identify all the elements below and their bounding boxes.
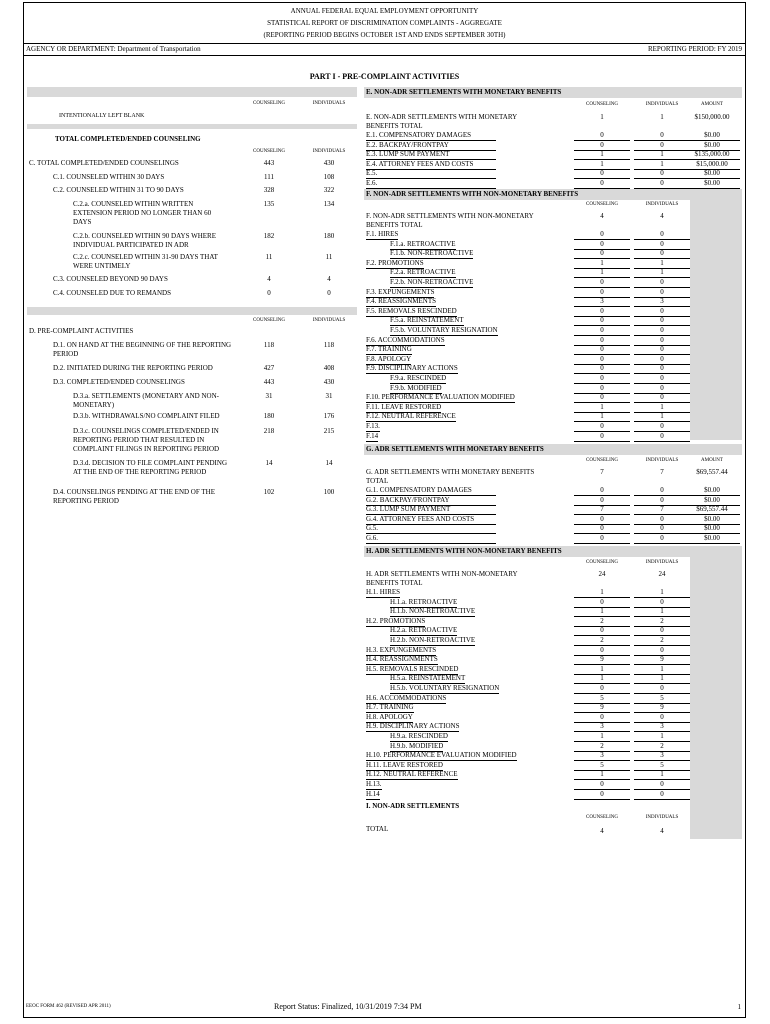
g-row-individuals: 0 — [634, 534, 690, 544]
g-total-individuals: 7 — [660, 468, 664, 476]
h-row-label: H.10. PERFORMANCE EVALUATION MODIFIED — [366, 751, 517, 760]
f-row-individuals: 1 — [634, 268, 690, 278]
e-row-label: E.4. ATTORNEY FEES AND COSTS — [366, 160, 496, 170]
f-row-label: F.9.a. RESCINDED — [390, 374, 447, 382]
c-row-label: C.2.a. COUNSELED WITHIN WRITTEN EXTENSION PERIOD NO LONGER THAN 60 DAYS — [73, 200, 212, 226]
g-row-amount: $0.00 — [684, 534, 740, 544]
f-row-individuals: 1 — [634, 412, 690, 422]
h-row-counseling: 0 — [574, 598, 630, 608]
d-row-counseling: 118 — [263, 341, 275, 349]
f-row-counseling: 0 — [574, 316, 630, 326]
header-line-2: STATISTICAL REPORT OF DISCRIMINATION COMPLAINTS - AGGREGATE — [267, 19, 502, 27]
e-row-individuals: 1 — [634, 160, 690, 170]
col-header-counseling: COUNSELING — [586, 815, 618, 820]
d-row-label: D.3.a. SETTLEMENTS (MONETARY AND NON-MONETARY) — [73, 392, 219, 409]
h-row-label: H.9. DISCIPLINARY ACTIONS — [366, 722, 460, 731]
h-row-counseling: 3 — [574, 722, 630, 732]
d-row-label: D.3.c. COUNSELINGS COMPLETED/ENDED IN REPORTING PERIOD THAT RESULTED IN COMPLAINT FILINGS IN REPORTING PERIOD — [73, 427, 220, 453]
f-row-label: F.5. REMOVALS RESCINDED — [366, 306, 457, 315]
h-row-label: H.6. ACCOMMODATIONS — [366, 693, 447, 702]
g-row-label: G.4. ATTORNEY FEES AND COSTS — [366, 515, 496, 525]
report-status: Report Status: Finalized, 10/31/2019 7:34 PM — [274, 1002, 422, 1011]
col-header-individuals: INDIVIDUALS — [645, 560, 679, 565]
f-row-individuals: 0 — [634, 336, 690, 346]
f-row-individuals: 3 — [634, 297, 690, 307]
c-row-individuals: 11 — [325, 253, 333, 261]
f-row-counseling: 1 — [574, 268, 630, 278]
g-row-counseling: 0 — [574, 515, 630, 525]
e-row-counseling: 0 — [574, 169, 630, 179]
e-title: E. NON-ADR SETTLEMENTS WITH MONETARY BENEFITS — [366, 88, 562, 96]
f-row-counseling: 0 — [574, 432, 630, 442]
d-row-individuals: 14 — [325, 459, 333, 467]
f-row-label: F.9.b. MODIFIED — [390, 383, 442, 392]
f-row-individuals: 0 — [634, 422, 690, 432]
report-frame — [23, 2, 746, 1018]
d-row-counseling: 427 — [263, 364, 275, 372]
e-row-label: E.3. LUMP SUM PAYMENT — [366, 150, 496, 160]
shade-bar — [27, 87, 357, 97]
f-row-individuals: 0 — [634, 249, 690, 259]
f-row-individuals: 0 — [634, 374, 690, 384]
h-row-label: H.5.a. REINSTATEMENT — [390, 674, 466, 683]
h-row-label: H.9.a. RESCINDED — [390, 732, 448, 740]
g-row-label: G.5. — [366, 524, 496, 534]
h-row-label: H.7. TRAINING — [366, 703, 414, 712]
h-row-individuals: 0 — [634, 646, 690, 656]
shade-bar — [690, 557, 742, 799]
h-row-counseling: 0 — [574, 780, 630, 790]
f-row-individuals: 0 — [634, 307, 690, 317]
h-row-individuals: 2 — [634, 742, 690, 752]
e-row-label: E.2. BACKPAY/FRONTPAY — [366, 141, 496, 151]
c-row-label: C.1. COUNSELED WITHIN 30 DAYS — [53, 173, 165, 181]
f-row-label: F.2.b. NON-RETROACTIVE — [390, 278, 474, 286]
col-header-counseling: COUNSELING — [586, 458, 618, 463]
g-row-individuals: 0 — [634, 486, 690, 496]
f-row-individuals: 0 — [634, 230, 690, 240]
d-row-counseling: 443 — [263, 378, 275, 386]
h-row-individuals: 1 — [634, 607, 690, 617]
f-row-label: F.13. — [366, 422, 380, 430]
f-row-individuals: 0 — [634, 355, 690, 365]
shade-bar — [690, 799, 742, 839]
c-row-counseling: 328 — [263, 186, 275, 194]
f-row-individuals: 0 — [634, 364, 690, 374]
e-row-amount: $0.00 — [684, 141, 740, 151]
f-row-individuals: 0 — [634, 288, 690, 298]
g-row-individuals: 0 — [634, 515, 690, 525]
h-row-counseling: 0 — [574, 790, 630, 800]
d-row-label: D.2. INITIATED DURING THE REPORTING PERIOD — [53, 364, 213, 372]
h-row-label: H.3. EXPUNGEMENTS — [366, 645, 437, 654]
h-row-counseling: 9 — [574, 703, 630, 713]
h-row-label: H.9.b. MODIFIED — [390, 741, 444, 750]
f-row-label: F.4. REASSIGNMENTS — [366, 297, 437, 306]
h-row-label: H.2.b. NON-RETROACTIVE — [390, 636, 476, 644]
h-row-label: H.5.b. VOLUNTARY RESIGNATION — [390, 684, 500, 692]
col-header-counseling: COUNSELING — [253, 101, 285, 106]
e-row-label: E.6. — [366, 179, 496, 189]
h-row-label: H.13. — [366, 780, 382, 788]
col-header-counseling: COUNSELING — [253, 318, 285, 323]
h-total-label: H. ADR SETTLEMENTS WITH NON-MONETARY BENEFITS TOTAL — [366, 570, 518, 587]
h-row-label: H.1. HIRES — [366, 588, 401, 596]
h-row-counseling: 0 — [574, 646, 630, 656]
f-row-individuals: 0 — [634, 278, 690, 288]
h-row-counseling: 0 — [574, 684, 630, 694]
f-row-counseling: 0 — [574, 384, 630, 394]
d-row-counseling: 102 — [263, 488, 275, 496]
d-row-label: D.3.d. DECISION TO FILE COMPLAINT PENDING AT THE END OF THE REPORTING PERIOD — [73, 459, 228, 476]
g-row-counseling: 7 — [574, 505, 630, 515]
f-row-counseling: 1 — [574, 403, 630, 413]
d-row-counseling: 218 — [263, 427, 275, 435]
g-row-amount: $0.00 — [684, 524, 740, 534]
f-row-label: F.2. PROMOTIONS — [366, 258, 424, 267]
f-row-counseling: 0 — [574, 307, 630, 317]
g-row-label: G.2. BACKPAY/FRONTPAY — [366, 496, 496, 506]
f-total-label: F. NON-ADR SETTLEMENTS WITH NON-MONETARY BENEFITS TOTAL — [366, 212, 534, 229]
h-row-label: H.1.b. NON-RETROACTIVE — [390, 607, 476, 616]
col-header-counseling: COUNSELING — [253, 149, 285, 154]
h-total-counseling: 24 — [598, 570, 606, 578]
d-row-individuals: 31 — [325, 392, 333, 400]
h-row-individuals: 1 — [634, 674, 690, 684]
col-header-individuals: INDIVIDUALS — [645, 815, 679, 820]
d-row-individuals: 215 — [323, 427, 335, 435]
f-row-counseling: 1 — [574, 259, 630, 269]
e-row-counseling: 0 — [574, 141, 630, 151]
f-row-counseling: 0 — [574, 249, 630, 259]
g-row-label: G.3. LUMP SUM PAYMENT — [366, 505, 496, 515]
e-row-amount: $0.00 — [684, 131, 740, 141]
left-column — [27, 87, 357, 507]
c-row-label: C.2.c. COUNSELED WITHIN 31-90 DAYS THAT WERE UNTIMELY — [73, 253, 218, 270]
d-row-label: D.3.b. WITHDRAWALS/NO COMPLAINT FILED — [73, 412, 220, 420]
f-row-counseling: 0 — [574, 364, 630, 374]
e-row-individuals: 1 — [634, 150, 690, 160]
h-row-label: H.5. REMOVALS RESCINDED — [366, 664, 459, 673]
page-number: 1 — [737, 1003, 741, 1011]
f-row-label: F.12. NEUTRAL REFERENCE — [366, 412, 456, 421]
col-header-amount: AMOUNT — [701, 102, 723, 107]
g-row-amount: $0.00 — [684, 496, 740, 506]
g-row-counseling: 0 — [574, 524, 630, 534]
c-row-label: C.3. COUNSELED BEYOND 90 DAYS — [53, 275, 168, 283]
d-row-label: D.1. ON HAND AT THE BEGINNING OF THE REPORTING PERIOD — [53, 341, 232, 358]
c-row-counseling: 11 — [265, 253, 273, 261]
h-row-counseling: 5 — [574, 761, 630, 771]
h-row-individuals: 1 — [634, 588, 690, 598]
header-line-3: (REPORTING PERIOD BEGINS OCTOBER 1ST AND ENDS SEPTEMBER 30TH) — [263, 31, 506, 39]
f-row-counseling: 0 — [574, 230, 630, 240]
h-row-individuals: 5 — [634, 694, 690, 704]
f-row-individuals: 0 — [634, 345, 690, 355]
h-row-counseling: 2 — [574, 636, 630, 646]
h-row-counseling: 9 — [574, 655, 630, 665]
f-total-counseling: 4 — [600, 212, 604, 220]
i-title: I. NON-ADR SETTLEMENTS — [366, 802, 460, 810]
h-row-individuals: 2 — [634, 617, 690, 627]
f-total-individuals: 4 — [660, 212, 664, 220]
d-row-individuals: 118 — [323, 341, 335, 349]
c-row-individuals: 322 — [323, 186, 335, 194]
col-header-amount: AMOUNT — [701, 458, 723, 463]
col-header-individuals: INDIVIDUALS — [312, 101, 346, 106]
agency-label: AGENCY OR DEPARTMENT: Department of Transportation — [26, 45, 201, 53]
h-row-individuals: 1 — [634, 665, 690, 675]
c-row-label: C. TOTAL COMPLETED/ENDED COUNSELINGS — [29, 159, 179, 167]
f-row-individuals: 0 — [634, 393, 690, 403]
c-row-individuals: 430 — [323, 159, 335, 167]
right-column — [364, 87, 742, 847]
g-row-amount: $0.00 — [684, 486, 740, 496]
h-row-individuals: 1 — [634, 770, 690, 780]
d-row-individuals: 430 — [323, 378, 335, 386]
h-row-counseling: 3 — [574, 751, 630, 761]
h-row-individuals: 3 — [634, 722, 690, 732]
col-header-individuals: INDIVIDUALS — [645, 202, 679, 207]
e-total-individuals: 1 — [660, 113, 664, 121]
f-row-individuals: 0 — [634, 316, 690, 326]
g-row-amount: $69,557.44 — [684, 505, 740, 515]
d-row-label: D.3. COMPLETED/ENDED COUNSELINGS — [53, 378, 185, 386]
f-row-label: F.1.a. RETROACTIVE — [390, 239, 456, 248]
col-header-individuals: INDIVIDUALS — [312, 149, 346, 154]
e-row-amount: $0.00 — [684, 179, 740, 189]
h-total-individuals: 24 — [658, 570, 666, 578]
h-row-individuals: 0 — [634, 684, 690, 694]
c-row-individuals: 4 — [327, 275, 331, 283]
d-row-individuals: 408 — [323, 364, 335, 372]
h-row-individuals: 0 — [634, 626, 690, 636]
i-total-label: TOTAL — [366, 825, 389, 833]
d-row-counseling: 31 — [265, 392, 273, 400]
g-row-counseling: 0 — [574, 534, 630, 544]
g-row-label: G.6. — [366, 534, 496, 544]
e-total-amount: $150,000.00 — [694, 113, 730, 121]
i-total-counseling: 4 — [600, 827, 604, 835]
shade-bar — [27, 124, 357, 129]
e-total-counseling: 1 — [600, 113, 604, 121]
h-row-label: H.2.a. RETROACTIVE — [390, 626, 458, 635]
e-row-amount: $135,000.00 — [684, 150, 740, 160]
f-row-label: F.2.a. RETROACTIVE — [390, 268, 456, 277]
f-row-counseling: 0 — [574, 422, 630, 432]
h-row-individuals: 0 — [634, 713, 690, 723]
h-row-individuals: 0 — [634, 780, 690, 790]
h-title: H. ADR SETTLEMENTS WITH NON-MONETARY BENEFITS — [366, 547, 562, 555]
d-row-individuals: 176 — [323, 412, 335, 420]
f-row-individuals: 1 — [634, 259, 690, 269]
g-row-label: G.1. COMPENSATORY DAMAGES — [366, 486, 496, 496]
f-row-label: F.6. ACCOMMODATIONS — [366, 335, 445, 344]
h-row-counseling: 2 — [574, 742, 630, 752]
e-row-individuals: 0 — [634, 179, 690, 189]
g-row-individuals: 0 — [634, 524, 690, 534]
col-header-counseling: COUNSELING — [586, 560, 618, 565]
f-row-label: F.7. TRAINING — [366, 345, 412, 354]
e-row-counseling: 1 — [574, 150, 630, 160]
h-row-individuals: 1 — [634, 732, 690, 742]
h-row-label: H.14 — [366, 789, 380, 798]
col-header-individuals: INDIVIDUALS — [645, 458, 679, 463]
h-row-counseling: 0 — [574, 713, 630, 723]
f-row-counseling: 0 — [574, 336, 630, 346]
e-row-counseling: 0 — [574, 179, 630, 189]
f-row-counseling: 3 — [574, 297, 630, 307]
f-row-label: F.5.a. REINSTATEMENT — [390, 316, 464, 325]
c-row-counseling: 182 — [263, 232, 275, 240]
h-row-label: H.8. APOLOGY — [366, 712, 413, 721]
c-row-label: C.2. COUNSELED WITHIN 31 TO 90 DAYS — [53, 186, 184, 194]
f-row-label: F.3. EXPUNGEMENTS — [366, 287, 435, 296]
e-row-individuals: 0 — [634, 131, 690, 141]
f-row-label: F.14 — [366, 431, 379, 440]
e-row-label: E.5. — [366, 169, 496, 179]
reporting-period: REPORTING PERIOD: FY 2019 — [647, 45, 742, 53]
h-row-individuals: 0 — [634, 598, 690, 608]
h-row-label: H.12. NEUTRAL REFERENCE — [366, 770, 458, 779]
c-row-counseling: 111 — [264, 173, 274, 181]
h-row-counseling: 1 — [574, 607, 630, 617]
f-row-individuals: 0 — [634, 432, 690, 442]
col-header-individuals: INDIVIDUALS — [312, 318, 346, 323]
f-row-label: F.9. DISCIPLINARY ACTIONS — [366, 364, 458, 373]
h-row-individuals: 9 — [634, 655, 690, 665]
c-row-label: C.4. COUNSELED DUE TO REMANDS — [53, 289, 171, 297]
f-row-label: F.8. APOLOGY — [366, 354, 412, 363]
f-row-counseling: 0 — [574, 240, 630, 250]
c-row-individuals: 0 — [327, 289, 331, 297]
f-row-label: F.1.b. NON-RETROACTIVE — [390, 249, 474, 258]
g-total-label: G. ADR SETTLEMENTS WITH MONETARY BENEFITS TOTAL — [366, 468, 535, 485]
c-title: TOTAL COMPLETED/ENDED COUNSELING — [55, 135, 201, 143]
h-row-label: H.1.a. RETROACTIVE — [390, 597, 458, 606]
c-row-label: C.2.b. COUNSELED WITHIN 90 DAYS WHERE INDIVIDUAL PARTICIPATED IN ADR — [73, 232, 216, 249]
c-row-individuals: 134 — [323, 200, 335, 208]
shade-bar — [690, 230, 742, 440]
shade-bar — [27, 307, 357, 315]
e-row-counseling: 1 — [574, 160, 630, 170]
intentionally-blank: INTENTIONALLY LEFT BLANK — [59, 113, 145, 119]
h-row-label: H.11. LEAVE RESTORED — [366, 760, 443, 769]
c-row-counseling: 0 — [267, 289, 271, 297]
g-row-counseling: 0 — [574, 496, 630, 506]
h-row-counseling: 1 — [574, 674, 630, 684]
h-row-label: H.4. REASSIGNMENTS — [366, 655, 438, 664]
g-row-individuals: 7 — [634, 505, 690, 515]
f-row-counseling: 0 — [574, 345, 630, 355]
h-row-label: H.2. PROMOTIONS — [366, 616, 426, 625]
f-row-individuals: 0 — [634, 384, 690, 394]
f-row-counseling: 0 — [574, 393, 630, 403]
f-row-counseling: 0 — [574, 374, 630, 384]
c-row-individuals: 108 — [323, 173, 335, 181]
col-header-individuals: INDIVIDUALS — [645, 102, 679, 107]
c-row-counseling: 443 — [263, 159, 275, 167]
c-row-counseling: 4 — [267, 275, 271, 283]
header-line-1: ANNUAL FEDERAL EQUAL EMPLOYMENT OPPORTUNITY — [290, 7, 479, 15]
h-row-individuals: 5 — [634, 761, 690, 771]
e-row-individuals: 0 — [634, 169, 690, 179]
h-row-individuals: 2 — [634, 636, 690, 646]
h-row-counseling: 1 — [574, 770, 630, 780]
h-row-counseling: 2 — [574, 617, 630, 627]
h-row-counseling: 0 — [574, 626, 630, 636]
f-row-label: F.10. PERFORMANCE EVALUATION MODIFIED — [366, 393, 515, 402]
f-row-label: F.5.b. VOLUNTARY RESIGNATION — [390, 326, 498, 334]
g-row-individuals: 0 — [634, 496, 690, 506]
f-row-counseling: 1 — [574, 412, 630, 422]
d-row-counseling: 180 — [263, 412, 275, 420]
d-title: D. PRE-COMPLAINT ACTIVITIES — [29, 327, 134, 335]
e-row-amount: $15,000.00 — [684, 160, 740, 170]
f-row-label: F.1. HIRES — [366, 230, 399, 238]
f-row-counseling: 0 — [574, 355, 630, 365]
e-row-individuals: 0 — [634, 141, 690, 151]
f-row-individuals: 1 — [634, 403, 690, 413]
g-row-amount: $0.00 — [684, 515, 740, 525]
f-row-counseling: 0 — [574, 288, 630, 298]
g-total-amount: $69,557.44 — [696, 468, 728, 476]
c-row-individuals: 180 — [323, 232, 335, 240]
g-title: G. ADR SETTLEMENTS WITH MONETARY BENEFITS — [366, 445, 544, 453]
col-header-counseling: COUNSELING — [586, 102, 618, 107]
d-row-label: D.4. COUNSELINGS PENDING AT THE END OF THE REPORTING PERIOD — [53, 488, 215, 505]
e-row-amount: $0.00 — [684, 169, 740, 179]
f-row-counseling: 0 — [574, 278, 630, 288]
h-row-counseling: 1 — [574, 665, 630, 675]
h-row-counseling: 1 — [574, 732, 630, 742]
i-total-individuals: 4 — [660, 827, 664, 835]
d-row-individuals: 100 — [323, 488, 335, 496]
f-title: F. NON-ADR SETTLEMENTS WITH NON-MONETARY BENEFITS — [366, 190, 579, 198]
h-row-individuals: 9 — [634, 703, 690, 713]
e-total-label: E. NON-ADR SETTLEMENTS WITH MONETARY BENEFITS TOTAL — [366, 113, 517, 130]
h-row-counseling: 5 — [574, 694, 630, 704]
f-row-individuals: 0 — [634, 326, 690, 336]
f-row-label: F.11. LEAVE RESTORED — [366, 402, 442, 411]
f-row-individuals: 0 — [634, 240, 690, 250]
part-title: PART I - PRE-COMPLAINT ACTIVITIES — [309, 72, 460, 81]
col-header-counseling: COUNSELING — [586, 202, 618, 207]
g-row-counseling: 0 — [574, 486, 630, 496]
h-row-individuals: 0 — [634, 790, 690, 800]
form-id: EEOC FORM 462 (REVISED APR 2011) — [26, 1004, 111, 1009]
c-row-counseling: 135 — [263, 200, 275, 208]
g-total-counseling: 7 — [600, 468, 604, 476]
f-row-counseling: 0 — [574, 326, 630, 336]
e-row-label: E.1. COMPENSATORY DAMAGES — [366, 131, 496, 141]
d-row-counseling: 14 — [265, 459, 273, 467]
h-row-individuals: 3 — [634, 751, 690, 761]
h-row-counseling: 1 — [574, 588, 630, 598]
e-row-counseling: 0 — [574, 131, 630, 141]
